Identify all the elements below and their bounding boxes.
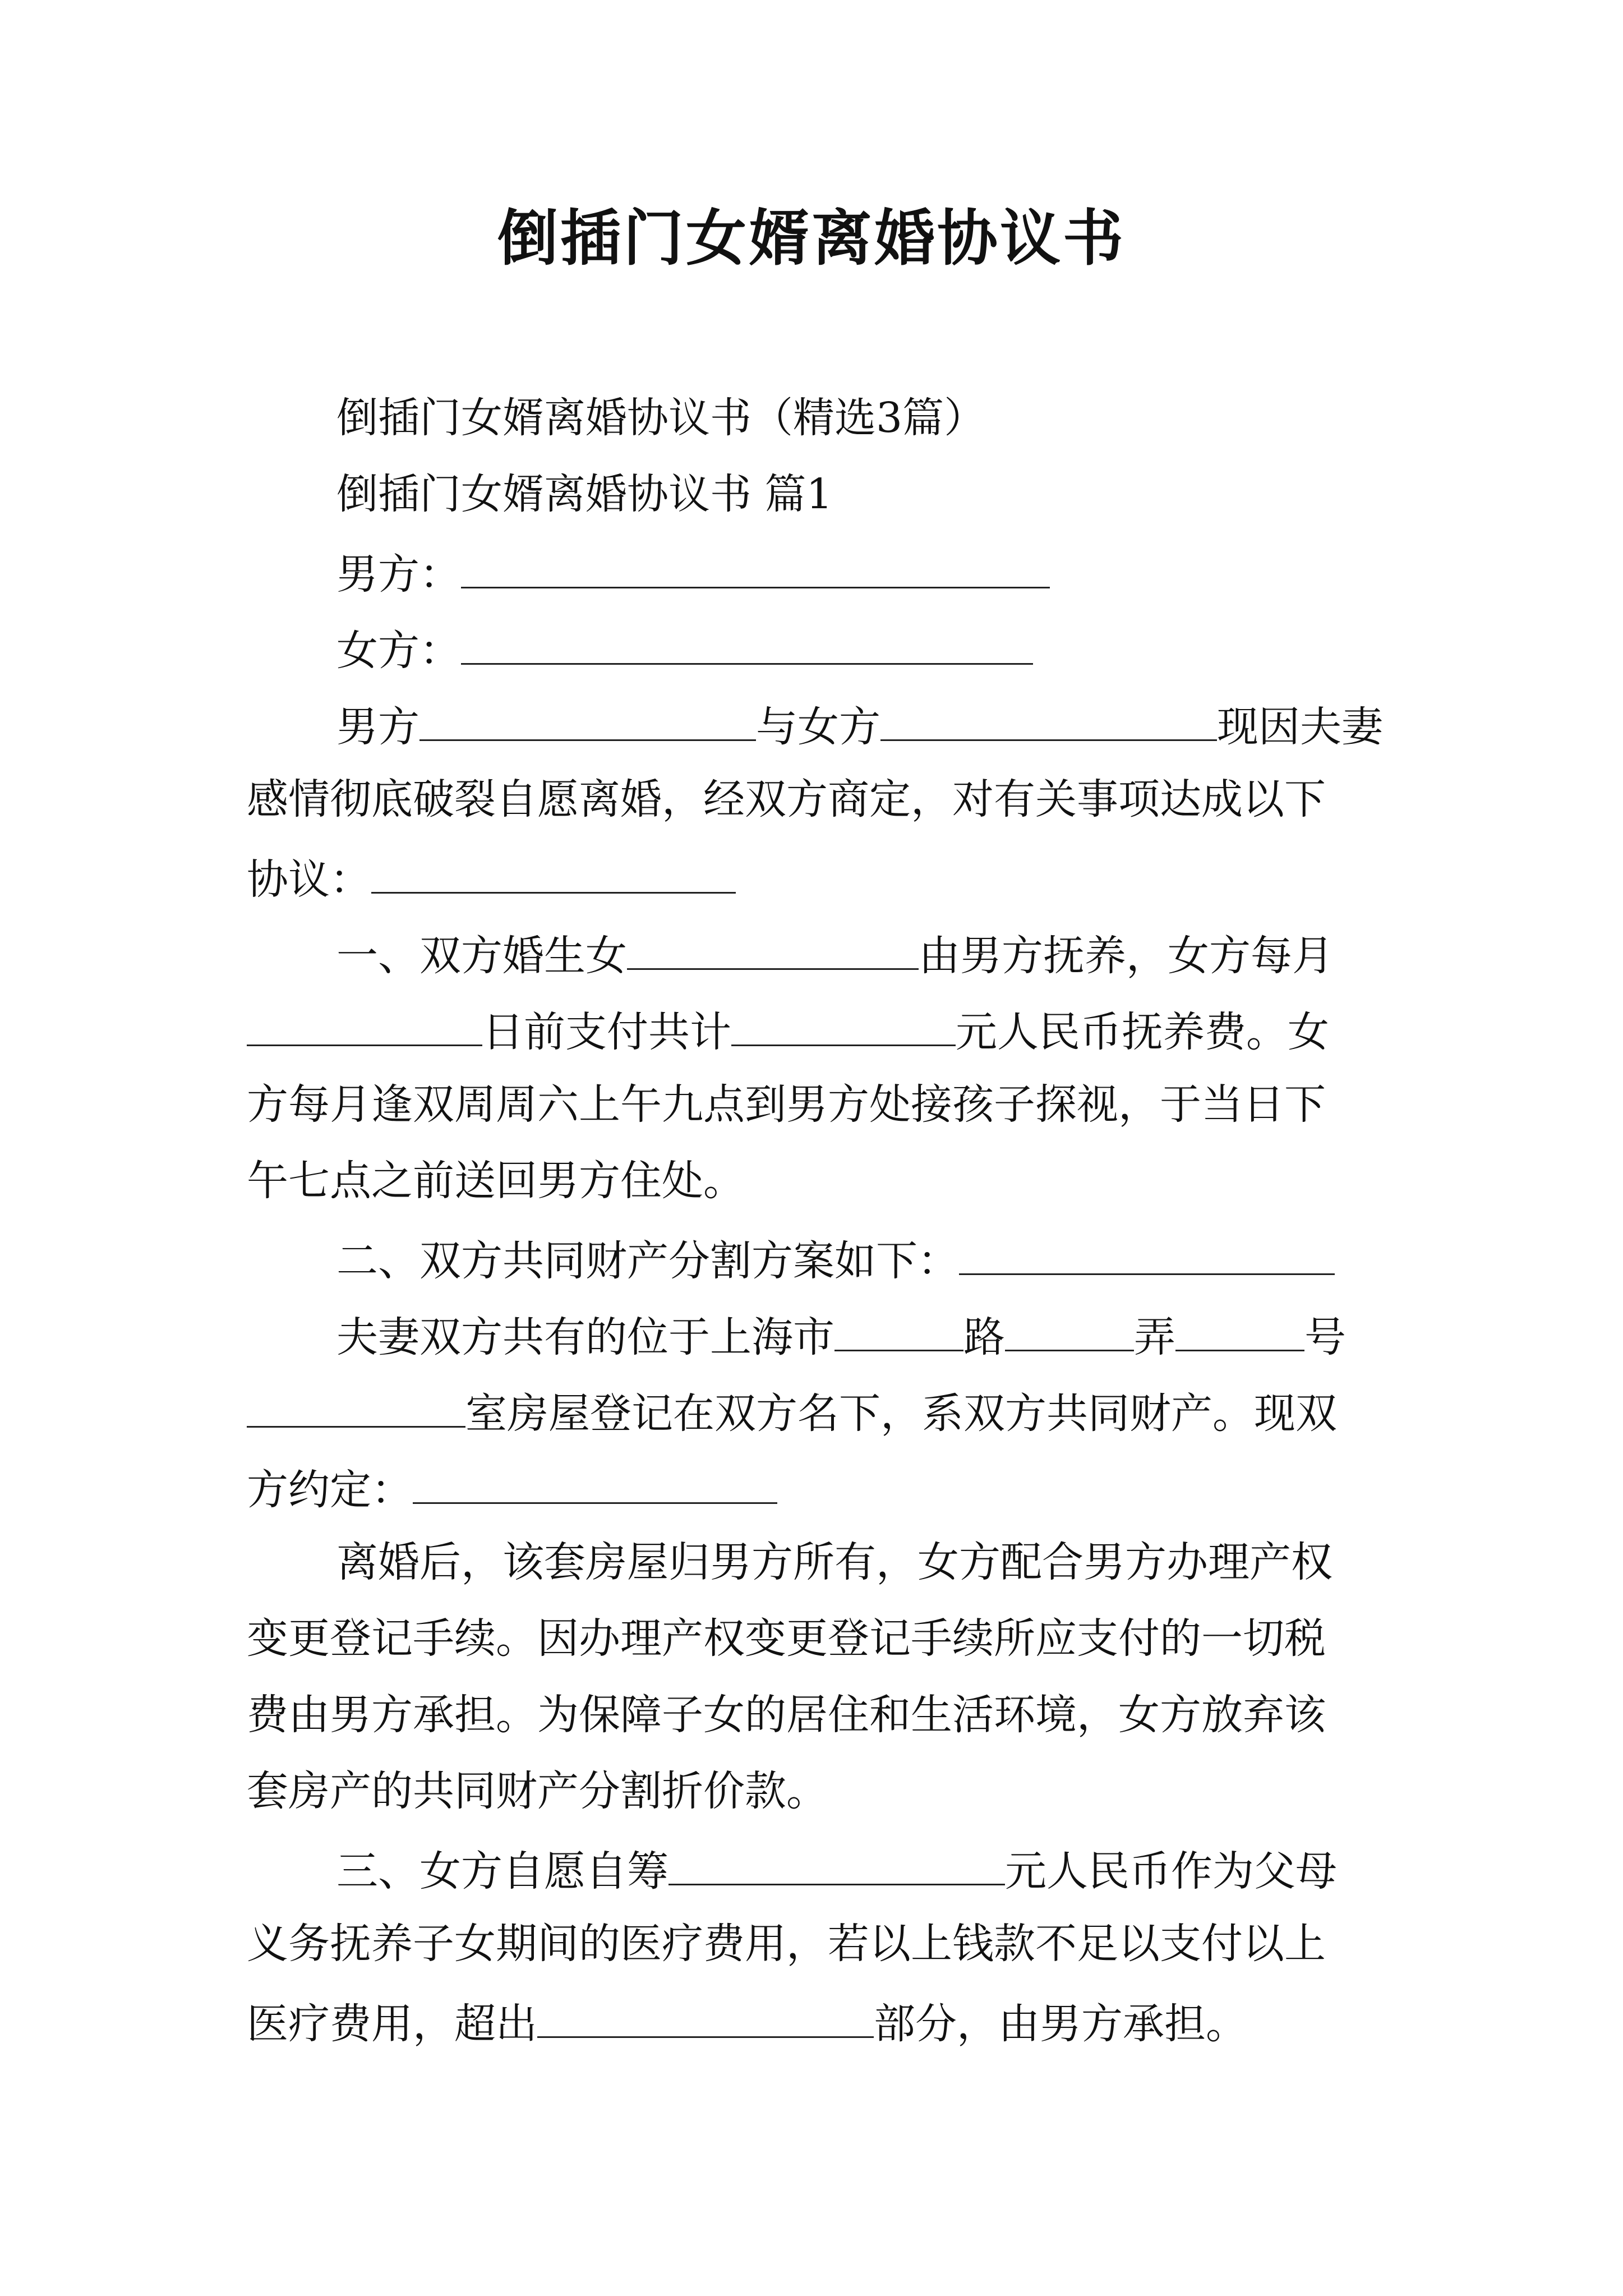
clause2-number: 号 [1304,1313,1346,1361]
document-title: 倒插门女婿离婚协议书 [497,203,1126,274]
clause1-line-3: 方每月逢双周周六上午九点到男方处接孩子探视，于当日下 [247,1080,1326,1129]
excess-blank [537,1989,874,2038]
divorce-para-line-2: 变更登记手续。因办理产权变更登记手续所应支付的一切税 [247,1614,1326,1663]
clause1-line-1 [336,921,1334,983]
divorce-para-line-3: 费由男方承担。为保障子女的居住和生活环境，女方放弃该 [247,1691,1326,1739]
clause1-line-2 [247,997,1329,1059]
clause1-text-a: 一、双方婚生女 [336,932,627,980]
clause2-line-1 [336,1303,1346,1364]
clause3-text-b: 元人民币作为父母 [1005,1847,1337,1895]
intro-line-1 [336,692,1383,754]
amount-blank [731,997,956,1046]
day-blank [247,997,482,1046]
male-name-blank [419,692,756,741]
clause3-text-d: 部分，由男方承担。 [874,2000,1247,2048]
subtitle: 倒插门女婿离婚协议书（精选3篇） [336,394,986,442]
section-heading: 倒插门女婿离婚协议书 篇1 [336,470,833,518]
intro-line-3 [247,845,736,907]
male-party-label: 男方： [336,550,461,599]
clause3-line-2: 义务抚养子女期间的医疗费用，若以上钱款不足以支付以上 [247,1920,1326,1968]
protocol-blank [371,845,736,894]
room-blank [247,1379,465,1428]
agreement-blank [413,1455,777,1504]
intro-text-b: 与女方 [756,703,880,751]
intro-line-2: 感情彻底破裂自愿离婚，经双方商定，对有关事项达成以下 [247,775,1326,823]
clause2-text-c: 方约定： [247,1466,413,1514]
clause2-heading: 二、双方共同财产分割方案如下： [336,1237,959,1285]
medical-amount-blank [668,1837,1005,1885]
clause2-text-a: 夫妻双方共有的位于上海市 [336,1313,834,1361]
intro-text-protocol: 协议： [247,855,371,904]
clause2-heading-blank [959,1226,1335,1275]
clause2-heading-line [336,1226,1335,1288]
female-party-line [336,616,1033,678]
male-party-blank [461,540,1050,588]
female-name-blank [880,692,1217,741]
clause3-line-1 [336,1837,1337,1898]
clause2-line-3 [247,1455,777,1517]
clause2-road: 路 [963,1313,1005,1361]
clause1-text-b: 由男方抚养，女方每月 [919,932,1334,980]
divorce-para-line-4: 套房产的共同财产分割折价款。 [247,1767,828,1815]
clause1-text-c: 日前支付共计 [482,1008,731,1056]
clause1-line-4: 午七点之前送回男方住处。 [247,1157,745,1205]
male-party-line [336,540,1050,601]
intro-text-c: 现因夫妻 [1217,703,1383,751]
road-blank [834,1303,963,1351]
number-blank [1175,1303,1304,1351]
divorce-para-line-1: 离婚后，该套房屋归男方所有，女方配合男方办理产权 [336,1538,1332,1586]
clause3-text-c: 医疗费用，超出 [247,2000,537,2048]
clause2-line-2 [247,1379,1337,1441]
female-party-label: 女方： [336,627,461,675]
clause3-line-3 [247,1989,1247,2051]
clause2-text-b: 室房屋登记在双方名下，系双方共同财产。现双 [465,1389,1337,1438]
daughter-blank [627,921,919,970]
lane-blank [1005,1303,1134,1351]
female-party-blank [461,616,1033,665]
clause1-text-d: 元人民币抚养费。女 [956,1008,1329,1056]
clause3-text-a: 三、女方自愿自筹 [336,1847,668,1895]
clause2-lane: 弄 [1134,1313,1175,1361]
intro-text-a: 男方 [336,703,419,751]
